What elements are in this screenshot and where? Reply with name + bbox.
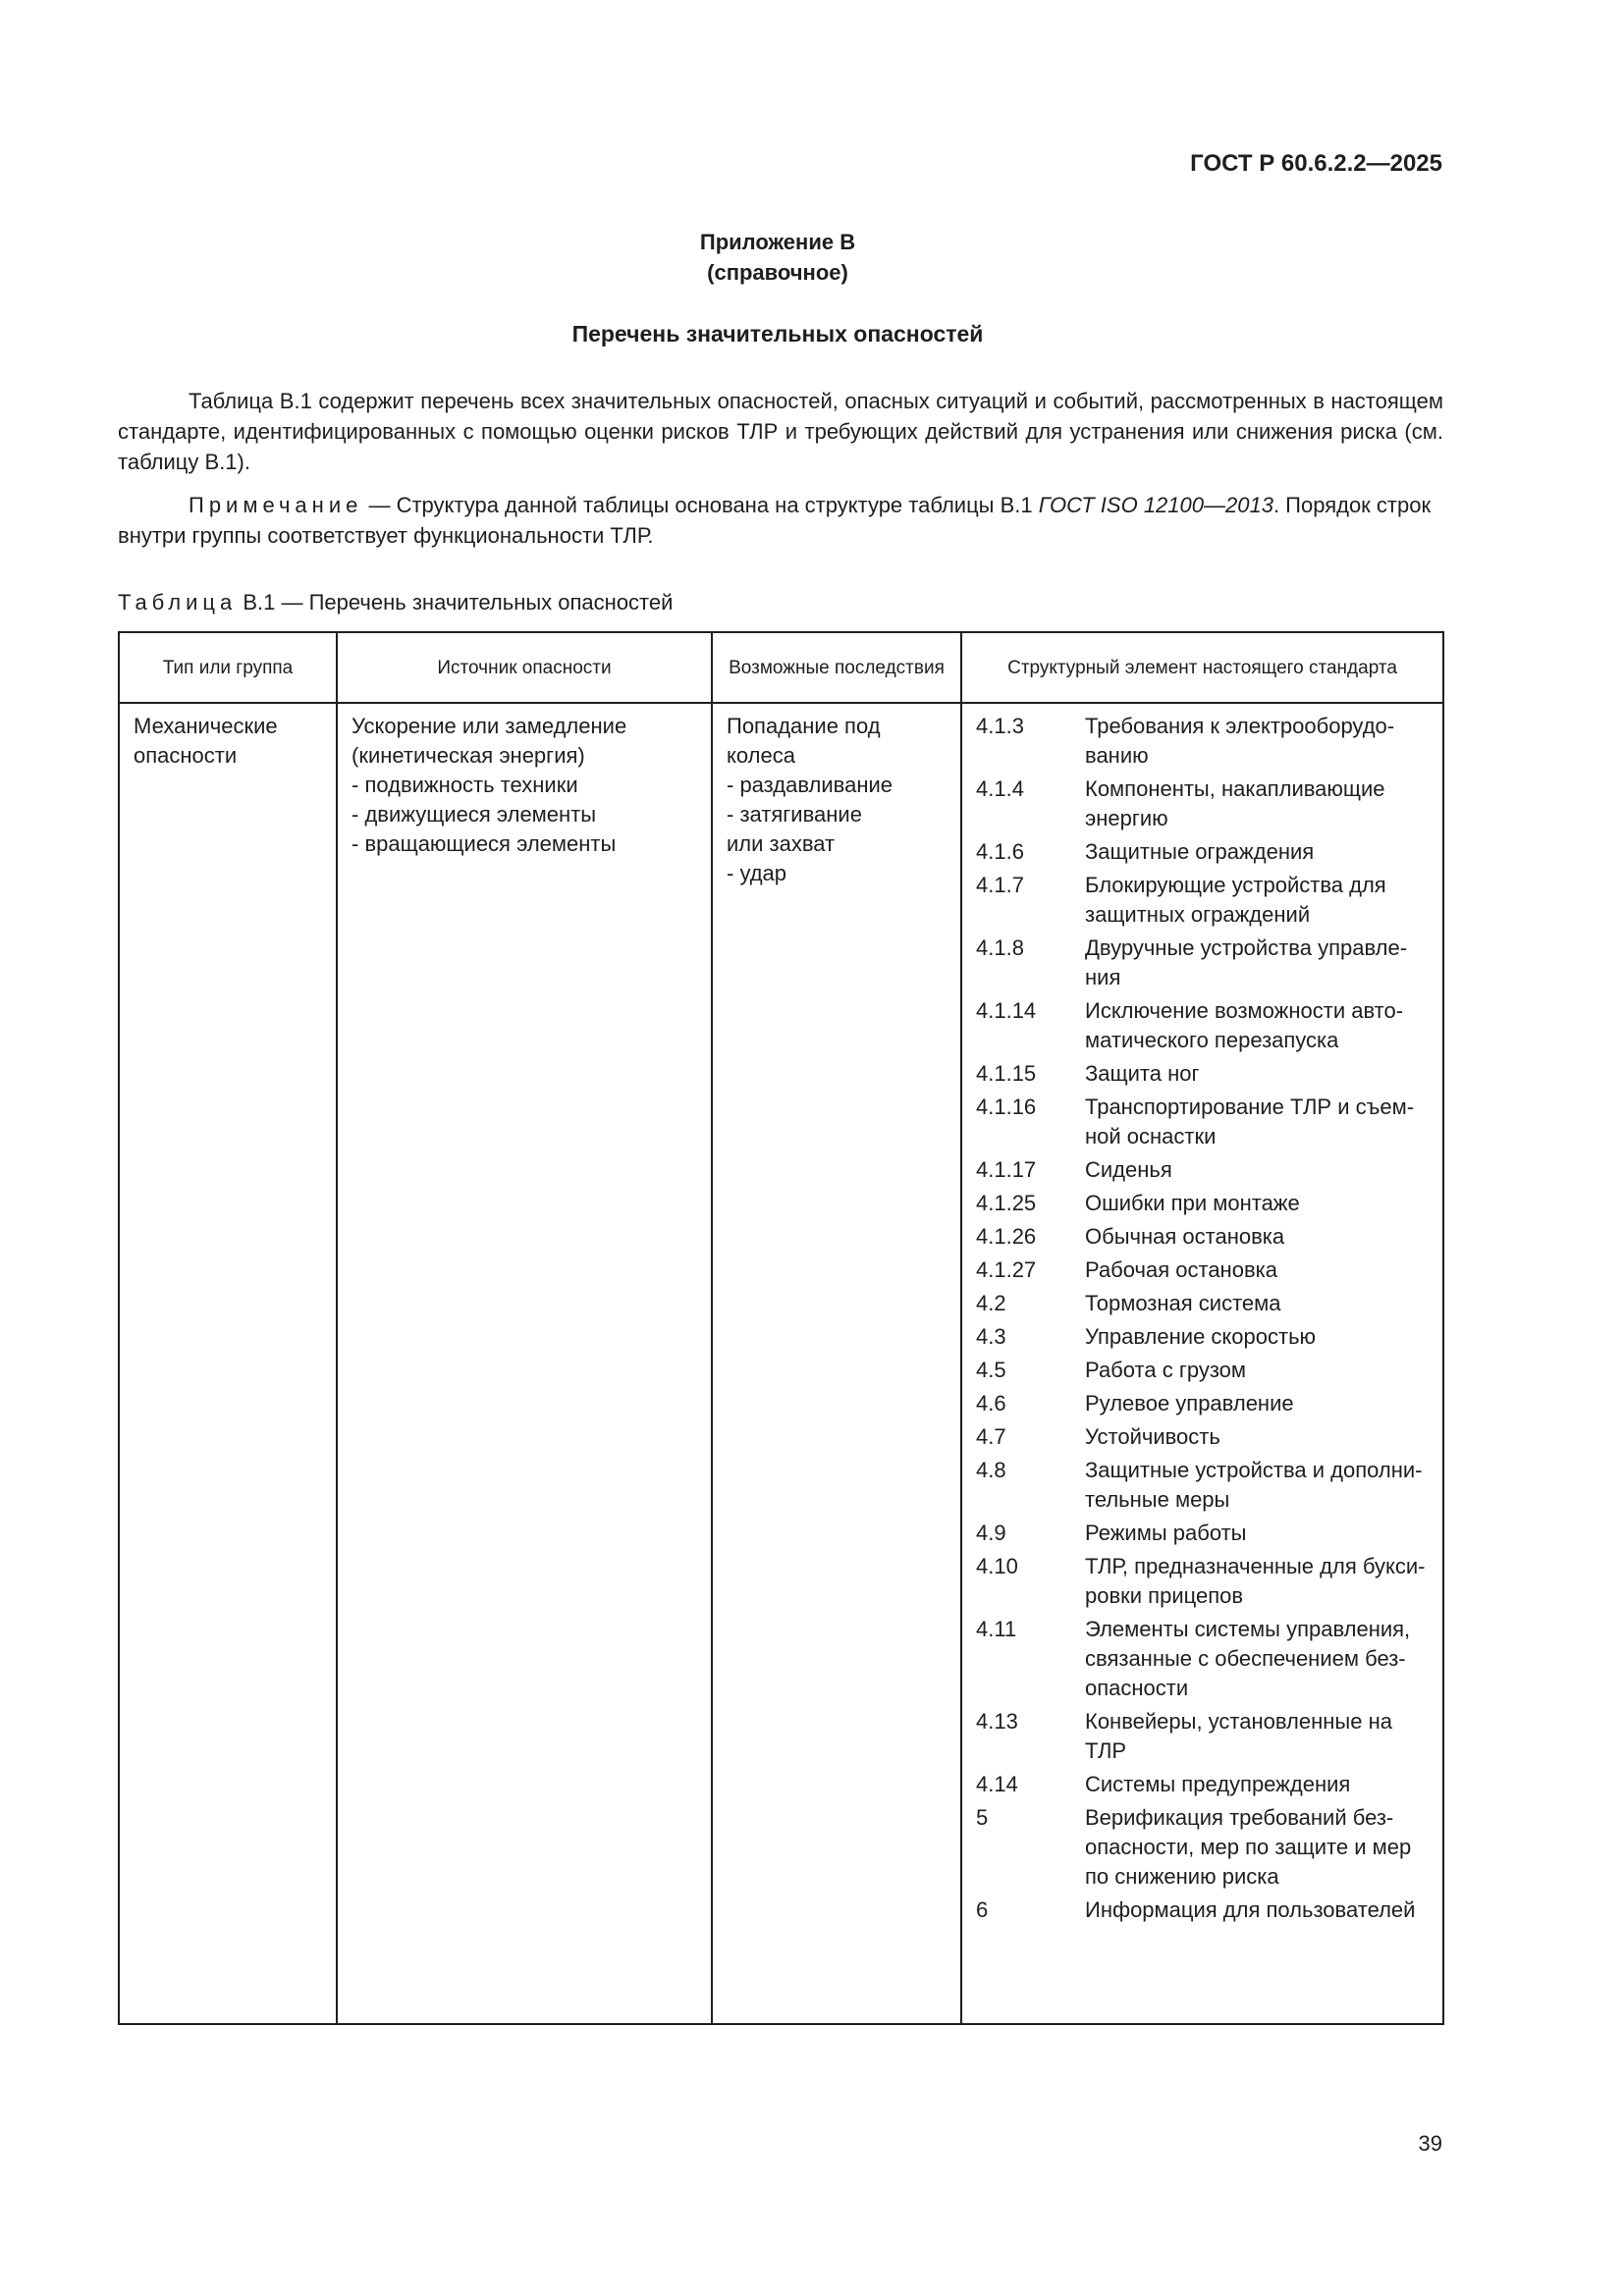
list-item: [976, 1356, 1429, 1389]
consequence-line: - раздавливание: [727, 773, 893, 797]
element-number: 4.8: [976, 1458, 1006, 1482]
element-number: 4.13: [976, 1709, 1018, 1734]
element-title: Системы предупреждения: [1085, 1772, 1351, 1796]
list-item: [976, 1552, 1429, 1615]
element-number: 4.1.6: [976, 839, 1024, 864]
source-line: (кинетическая энергия): [352, 743, 585, 768]
element-title: Рабочая остановка: [1085, 1257, 1277, 1282]
element-number: 4.11: [976, 1617, 1017, 1641]
element-title: Защитные ограждения: [1085, 839, 1315, 864]
element-number: 4.1.14: [976, 998, 1037, 1023]
document-code: ГОСТ Р 60.6.2.2—2025: [1190, 150, 1442, 177]
element-title: Тормозная система: [1085, 1291, 1281, 1315]
list-item: [976, 934, 1429, 996]
element-title: Компоненты, накапливающие энергию: [1085, 776, 1385, 830]
element-number: 4.1.3: [976, 714, 1024, 738]
element-number: 4.6: [976, 1391, 1006, 1415]
list-item: [976, 1255, 1429, 1289]
element-title: Защита ног: [1085, 1061, 1200, 1086]
list-item: [976, 1422, 1429, 1456]
element-number: 4.1.7: [976, 873, 1024, 897]
element-title: ТЛР, предназначенные для букси-ровки прицепов: [1085, 1554, 1426, 1608]
list-item: [976, 1707, 1429, 1770]
source-line: Ускорение или замедление: [352, 714, 627, 738]
page-number: 39: [1418, 2131, 1442, 2156]
intro-paragraph: Таблица В.1 содержит перечень всех значительных опасностей, опасных ситуаций и событий, рассмотренных в настоящем стандарте, идентифицированных с помощью оценки рисков ТЛР и требующих действий для устранения или снижения риска (см. таблицу В.1).: [118, 389, 1443, 474]
element-number: 4.1.4: [976, 776, 1024, 801]
list-item: [976, 1456, 1429, 1519]
list-item: [976, 1189, 1429, 1222]
consequence-line: Попадание под: [727, 714, 881, 738]
element-number: 6: [976, 1897, 989, 1922]
element-number: 4.10: [976, 1554, 1018, 1578]
table-row: [119, 703, 1443, 2024]
source-line: - движущиеся элементы: [352, 802, 597, 827]
list-item: [976, 837, 1429, 871]
group-line: опасности: [134, 743, 238, 768]
cell-source: [337, 703, 712, 2024]
list-item: [976, 1803, 1429, 1896]
note-text-after: . Порядок строк внутри группы соответствует функциональности ТЛР.: [118, 493, 1432, 548]
element-number: 4.2: [976, 1291, 1006, 1315]
element-title: Информация для пользователей: [1085, 1897, 1416, 1922]
element-title: Устойчивость: [1085, 1424, 1220, 1449]
annex-title: Приложение В: [699, 230, 856, 254]
element-title: Требования к электрооборудо-ванию: [1085, 714, 1395, 768]
element-number: 4.1.15: [976, 1061, 1037, 1086]
element-title: Блокирующие устройства для защитных ограждений: [1085, 873, 1386, 927]
section-heading: Перечень значительных опасностей: [571, 321, 984, 347]
header-consequences: Возможные последствия: [712, 632, 961, 703]
note-reference: ГОСТ ISO 12100—2013: [1038, 493, 1273, 517]
note-label: Примечание: [189, 493, 363, 517]
list-item: [976, 712, 1429, 774]
list-item: [976, 1519, 1429, 1552]
element-number: 4.1.8: [976, 935, 1024, 960]
list-item: [976, 1093, 1429, 1155]
element-title: Работа с грузом: [1085, 1358, 1247, 1382]
list-item: [976, 1155, 1429, 1189]
list-item: [976, 1322, 1429, 1356]
consequence-line: - затягивание: [727, 802, 862, 827]
element-title: Верификация требований без-опасности, мер по защите и мер по снижению риска: [1085, 1805, 1412, 1889]
element-title: Двуручные устройства управле-ния: [1085, 935, 1408, 989]
list-item: [976, 871, 1429, 934]
element-title: Сиденья: [1085, 1157, 1172, 1182]
element-number: 4.7: [976, 1424, 1006, 1449]
element-number: 4.1.27: [976, 1257, 1037, 1282]
element-title: Конвейеры, установленные на ТЛР: [1085, 1709, 1392, 1763]
element-title: Элементы системы управления, связанные с обеспечением без-опасности: [1085, 1617, 1411, 1700]
annex-subtitle: (справочное): [707, 260, 848, 285]
table-header-row: [119, 632, 1443, 703]
cell-elements: [961, 703, 1443, 2024]
source-line: - вращающиеся элементы: [352, 831, 617, 856]
list-item: [976, 1389, 1429, 1422]
source-line: - подвижность техники: [352, 773, 578, 797]
note-paragraph: [118, 490, 1443, 551]
element-number: 4.5: [976, 1358, 1006, 1382]
list-item: [976, 774, 1429, 837]
consequence-line: или захват: [727, 831, 836, 856]
header-elements: Структурный элемент настоящего стандарта: [961, 632, 1443, 703]
element-number: 4.1.26: [976, 1224, 1037, 1249]
element-number: 4.9: [976, 1521, 1006, 1545]
cell-group: [119, 703, 337, 2024]
table-caption: [118, 590, 673, 615]
consequence-line: - удар: [727, 861, 787, 885]
element-number: 5: [976, 1805, 989, 1830]
element-number: 4.1.16: [976, 1095, 1037, 1119]
list-item: [976, 1222, 1429, 1255]
table-caption-label: Таблица: [118, 590, 238, 614]
note-text-before: — Структура данной таблицы основана на структуре таблицы В.1: [362, 493, 1039, 517]
element-title: Ошибки при монтаже: [1085, 1191, 1300, 1215]
element-title: Защитные устройства и дополни-тельные меры: [1085, 1458, 1423, 1512]
element-number: 4.1.25: [976, 1191, 1037, 1215]
list-item: [976, 1770, 1429, 1803]
list-item: [976, 996, 1429, 1059]
list-item: [976, 1289, 1429, 1322]
list-item: [976, 1615, 1429, 1707]
element-title: Рулевое управление: [1085, 1391, 1294, 1415]
element-title: Транспортирование ТЛР и съем-ной оснастки: [1085, 1095, 1415, 1148]
hazards-table: [118, 631, 1444, 2025]
list-item: [976, 1896, 1429, 1929]
annex-block: [0, 227, 1555, 288]
header-source: Источник опасности: [337, 632, 712, 703]
element-title: Управление скоростью: [1085, 1324, 1317, 1349]
consequence-line: колеса: [727, 743, 795, 768]
list-item: [976, 1059, 1429, 1093]
table-caption-text: В.1 — Перечень значительных опасностей: [237, 590, 674, 614]
element-title: Исключение возможности авто-матического перезапуска: [1085, 998, 1404, 1052]
cell-consequences: [712, 703, 961, 2024]
element-number: 4.1.17: [976, 1157, 1037, 1182]
element-number: 4.3: [976, 1324, 1006, 1349]
group-line: Механические: [134, 714, 278, 738]
element-title: Режимы работы: [1085, 1521, 1247, 1545]
elements-list: [976, 712, 1429, 1929]
header-group: Тип или группа: [119, 632, 337, 703]
element-number: 4.14: [976, 1772, 1018, 1796]
element-title: Обычная остановка: [1085, 1224, 1285, 1249]
